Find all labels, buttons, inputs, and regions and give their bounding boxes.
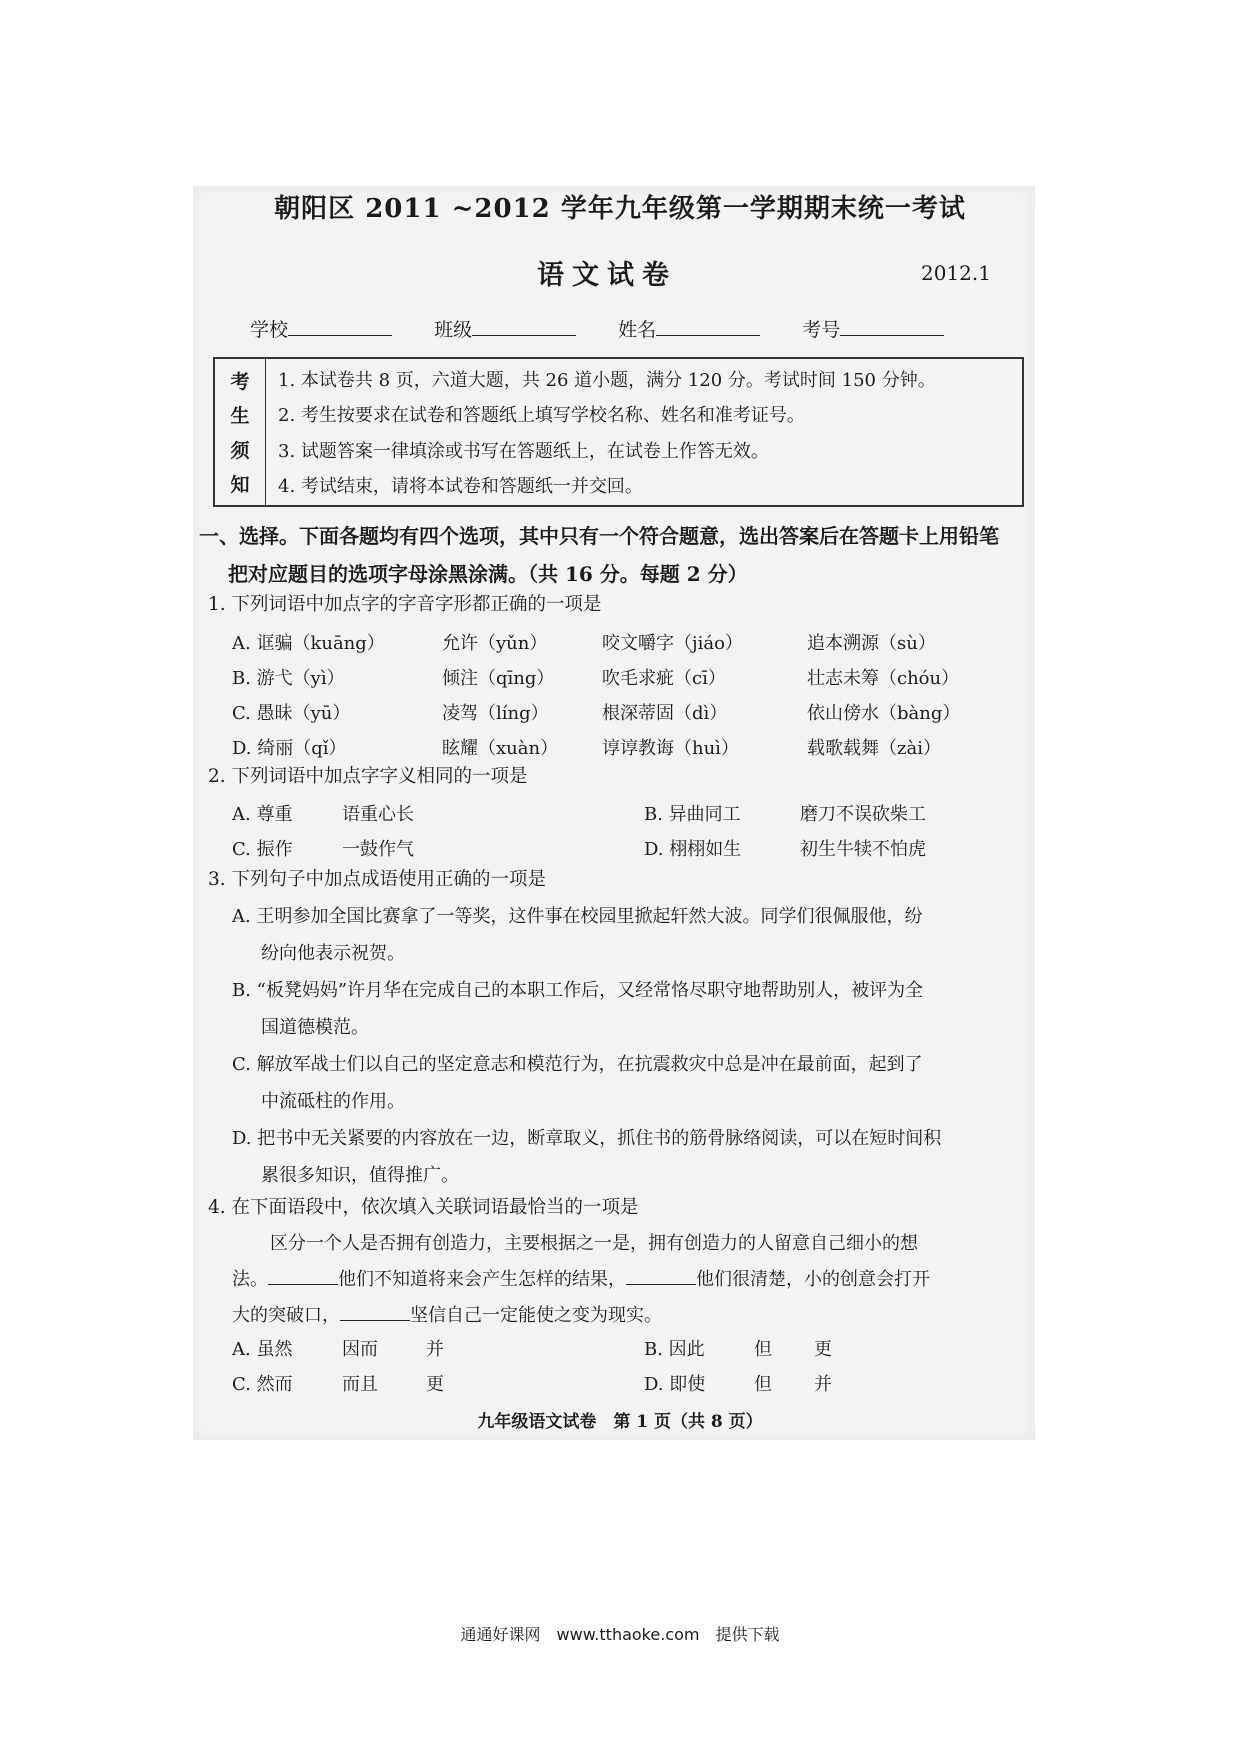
exam-date: 2012.1 <box>921 261 991 285</box>
info-field-class: 班级 <box>434 315 576 342</box>
option-line: 国道德模范。 <box>261 1017 369 1038</box>
student-info-line <box>250 315 980 342</box>
option-row: B. 游弋（yì） 倾注（qīng） 吹毛求疵（cī） 壮志未筹（chóu） <box>232 667 960 689</box>
question-4-stem: 4. 在下面语段中，依次填入关联词语最恰当的一项是 <box>208 1197 639 1218</box>
question-2-options <box>232 795 1032 865</box>
section-one-heading: 一、选择。下面各题均有四个选项，其中只有一个符合题意，选出答案后在答题卡上用铅笔 把对应题目的选项字母涂黑涂满。（共 16 分。每题 2 分） <box>199 524 999 586</box>
option-row: A. 诓骗（kuāng） 允许（yǔn） 咬文嚼字（jiáo） 追本溯源（sù） <box>232 632 936 654</box>
page-footer: 九年级语文试卷 第 1 页（共 8 页） <box>477 1412 763 1432</box>
question-3-options <box>232 898 1027 1194</box>
option-line: 累很多知识，值得推广。 <box>261 1165 459 1186</box>
candidate-notice-box <box>213 357 1024 507</box>
notice-item: 4. 考试结束，请将本试卷和答题纸一并交回。 <box>278 476 643 498</box>
option-row: C. 然而 而且 更 D. 即使 但 并 <box>232 1373 832 1395</box>
exam-subtitle: 语文试卷 <box>537 260 677 291</box>
option-row: A. 虽然 因而 并 B. 因此 但 更 <box>232 1338 832 1360</box>
blank-2 <box>626 1270 696 1285</box>
option-line: C. 解放军战士们以自己的坚定意志和模范行为，在抗震救灾中总是冲在最前面，起到了 <box>232 1054 923 1075</box>
notice-items <box>266 359 1022 505</box>
info-field-name: 姓名 <box>618 315 760 342</box>
option-line: A. 王明参加全国比赛拿了一等奖，这件事在校园里掀起轩然大波。同学们很佩服他，纷 <box>232 906 923 927</box>
option-row: A. 尊重 语重心长 B. 异曲同工 磨刀不误砍柴工 <box>232 803 926 825</box>
info-field-number: 考号 <box>802 315 944 342</box>
exam-title: 朝阳区 2011 ~2012 学年九年级第一学期期末统一考试 <box>274 194 966 224</box>
source-footer: 通通好课网 www.tthaoke.com 提供下载 <box>460 1625 780 1644</box>
option-row: C. 振作 一鼓作气 D. 栩栩如生 初生牛犊不怕虎 <box>232 838 926 860</box>
notice-item: 1. 本试卷共 8 页，六道大题，共 26 道小题，满分 120 分。考试时间 150 分钟。 <box>278 369 936 391</box>
option-line: B. “板凳妈妈”许月华在完成自己的本职工作后，又经常恪尽职守地帮助别人，被评为全 <box>232 980 924 1001</box>
info-field-school: 学校 <box>250 315 392 342</box>
question-4-options <box>232 1330 1032 1400</box>
blank-3 <box>340 1306 410 1321</box>
option-row: C. 愚昧（yū） 凌驾（líng） 根深蒂固（dì） 依山傍水（bàng） <box>232 702 961 724</box>
question-1-options <box>232 624 1032 764</box>
question-3-stem: 3. 下列句子中加点成语使用正确的一项是 <box>208 869 547 890</box>
notice-item: 2. 考生按要求在试卷和答题纸上填写学校名称、姓名和准考证号。 <box>278 405 805 427</box>
blank-1 <box>268 1270 338 1285</box>
question-4-passage: 区分一个人是否拥有创造力，主要根据之一是，拥有创造力的人留意自己细小的想 法。 他们不知道将来会产生怎样的结果， 他们很清楚，小的创意会打开 大的突破口， 坚信自己一定能使之变为现实。 <box>232 1233 930 1326</box>
notice-label: 考 生 须 知 <box>215 359 266 505</box>
option-row: D. 绮丽（qǐ） 眩耀（xuàn） 谆谆教诲（huì） 载歌载舞（zài） <box>232 737 941 759</box>
option-line: 纷向他表示祝贺。 <box>261 943 405 964</box>
option-line: 中流砥柱的作用。 <box>261 1091 405 1112</box>
notice-item: 3. 试题答案一律填涂或书写在答题纸上，在试卷上作答无效。 <box>278 440 769 462</box>
option-line: D. 把书中无关紧要的内容放在一边，断章取义，抓住书的筋骨脉络阅读，可以在短时间积 <box>232 1128 942 1149</box>
question-2-stem: 2. 下列词语中加点字字义相同的一项是 <box>208 766 528 787</box>
question-1-stem: 1. 下列词语中加点字的字音字形都正确的一项是 <box>208 594 602 615</box>
